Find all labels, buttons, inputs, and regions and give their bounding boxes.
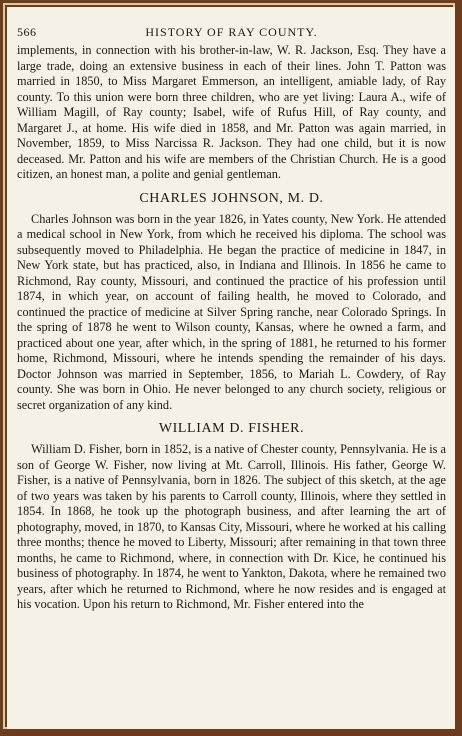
patton-paragraph: implements, in connection with his brother-in-law, W. R. Jackson, Esq. They have a large trade, doing an extensive business in each of their lines. John T. Patton was married in 1850, to Miss Margaret Emmerson, an intelligent, amiable lady, of Ray county. To this union were born three children, who are yet living: Laura A., wife of William Magill, of Ray county; Isabel, wife of Rufus Hill, of Ray county, and Margaret J., at home. His wife died in 1858, and Mr. Patton was again married, in November, 1859, to Miss Narcissa R. Jackson. They had one child, but it is now deceased. Mr. Patton and his wife are members of the Christian Church. He is a good citizen, an honest man, a polite and genial gentleman. — [17, 43, 446, 181]
book-page — [7, 7, 455, 729]
johnson-heading: CHARLES JOHNSON, M. D. — [139, 190, 324, 206]
running-header — [17, 25, 446, 43]
johnson-paragraph: Charles Johnson was born in the year 1826, in Yates county, New York. He attended a medical school in New York, from which he received his diploma. The school was subsequently moved to Philadelphia. He began the practice of medicine in 1847, in New York state, but has practiced, also, in Indiana and Illinois. In 1856 he came to Richmond, Ray county, Missouri, and continued the practice of his profession until 1874, in which year, on account of failing health, he moved to Colorado, and continued the practice of medicine at Silver Spring ranche, near Colorado Springs. In the spring of 1878 he went to Wilson county, Kansas, where he owned a farm, and practiced about one year, after which, in the spring of 1881, he returned to his former home, Richmond, Missouri, where he intends spending the remainder of his days. Doctor Johnson was married in September, 1856, to Mariah L. Cowdery, of Ray county. She was born in Ohio. He never belonged to any church society, religious or secret organization of any kind. — [17, 211, 446, 412]
fisher-paragraph: William D. Fisher, born in 1852, is a native of Chester county, Pennsylvania. He is a son of George W. Fisher, now living at Mt. Carroll, Illinois. His father, George W. Fisher, is a native of Pennsylvania, born in 1826. The subject of this sketch, at the age of two years was taken by his parents to Carroll county, Illinois, where they settled in 1854. In 1868, he took up the photograph business, and after learning the art of photography, moved, in 1870, to Kansas City, Missouri, where he worked at his calling three months; thence he moved to Liberty, Missouri; after remaining in that town three months, he came to Richmond, where, in connection with Dr. Kice, he continued his business of photography. In 1874, he went to Yankton, Dakota, where he remained two years, after which he returned to Richmond, where he now resides and is engaged at his vocation. Upon his return to Richmond, Mr. Fisher entered into the — [17, 442, 446, 611]
page-number: 566 — [17, 25, 37, 39]
running-title: HISTORY OF RAY COUNTY. — [145, 25, 318, 39]
fisher-heading: WILLIAM D. FISHER. — [158, 421, 305, 436]
